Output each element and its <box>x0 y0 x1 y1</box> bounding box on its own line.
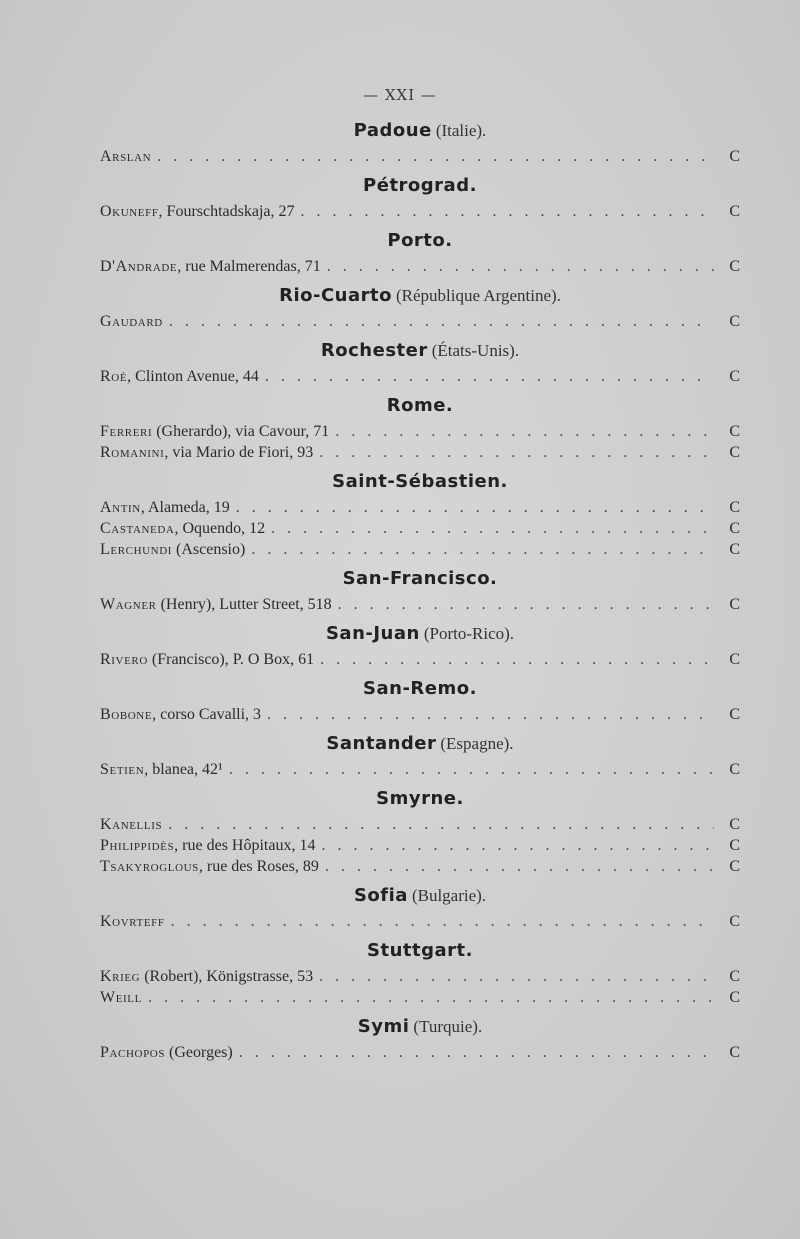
member-address: (Henry), Lutter Street, 518 <box>156 596 332 613</box>
member-code: C <box>729 858 740 875</box>
city-section <box>100 167 740 222</box>
directory-entry <box>100 987 740 1008</box>
city-name: Porto. <box>387 230 453 251</box>
member-name: Wagner <box>100 596 157 613</box>
dot-leader <box>168 814 714 835</box>
dot-leader <box>171 911 714 932</box>
city-heading <box>100 877 740 911</box>
city-name: Symi <box>357 1016 410 1037</box>
member-address: , Clinton Avenue, 44 <box>127 368 259 385</box>
member-code: C <box>729 837 740 854</box>
member-code: C <box>729 313 740 330</box>
city-section <box>100 877 740 932</box>
country-name: (États-Unis). <box>431 341 520 360</box>
city-heading <box>100 670 740 704</box>
member-name: Pachopos <box>100 1044 166 1061</box>
member-address: , Oquendo, 12 <box>174 520 266 537</box>
city-name: Pétrograd. <box>363 175 477 196</box>
directory-entry <box>100 704 740 725</box>
city-section <box>100 725 740 780</box>
city-heading <box>100 1008 740 1042</box>
city-section <box>100 387 740 463</box>
member-name: Ferreri <box>100 423 153 440</box>
member-address: , corso Cavalli, 3 <box>152 706 262 723</box>
city-section <box>100 463 740 560</box>
member-address: (Gherardo), via Cavour, 71 <box>152 423 330 440</box>
member-code: C <box>729 148 740 165</box>
member-code: C <box>729 203 740 220</box>
city-heading <box>100 277 740 311</box>
city-heading <box>100 112 740 146</box>
country-name: (Porto-Rico). <box>423 624 515 643</box>
member-address: (Georges) <box>165 1044 233 1061</box>
dot-leader <box>236 497 714 518</box>
city-name: Smyrne. <box>376 788 464 809</box>
directory-entry <box>100 311 740 332</box>
member-name: Weill <box>100 989 142 1006</box>
city-section <box>100 615 740 670</box>
member-code: C <box>729 444 740 461</box>
dot-leader <box>319 442 714 463</box>
directory-entry <box>100 911 740 932</box>
member-name: Rivero <box>100 651 148 668</box>
country-name: (République Argentine). <box>395 286 561 305</box>
city-heading <box>100 167 740 201</box>
member-code: C <box>729 761 740 778</box>
dot-leader <box>148 987 714 1008</box>
dot-leader <box>335 421 714 442</box>
city-name: Padoue <box>353 120 432 141</box>
city-name: San-Juan <box>325 623 420 644</box>
member-address: , Fourschtadskaja, 27 <box>158 203 295 220</box>
city-name: Sofia <box>353 885 408 906</box>
city-name: Saint-Sébastien. <box>332 471 508 492</box>
directory-entry <box>100 649 740 670</box>
city-name: Rochester <box>320 340 428 361</box>
city-name: Rome. <box>386 395 454 416</box>
dot-leader <box>338 594 714 615</box>
country-name: (Italie). <box>435 121 487 140</box>
directory-entry <box>100 856 740 877</box>
directory-entry <box>100 1042 740 1063</box>
dot-leader <box>169 311 714 332</box>
dot-leader <box>239 1042 714 1063</box>
directory-entry <box>100 146 740 167</box>
dot-leader <box>251 539 714 560</box>
dot-leader <box>229 759 714 780</box>
directory-entry <box>100 201 740 222</box>
city-name: Stuttgart. <box>367 940 473 961</box>
member-name: Bobone <box>100 706 153 723</box>
member-code: C <box>729 913 740 930</box>
member-address: (Francisco), P. O Box, 61 <box>147 651 315 668</box>
member-address: , Alameda, 19 <box>140 499 230 516</box>
directory-entry <box>100 256 740 277</box>
dot-leader <box>157 146 714 167</box>
member-code: C <box>729 258 740 275</box>
city-section <box>100 332 740 387</box>
dot-leader <box>320 649 714 670</box>
city-heading <box>100 222 740 256</box>
member-name: Antin <box>100 499 141 516</box>
city-heading <box>100 780 740 814</box>
dot-leader <box>271 518 714 539</box>
dot-leader <box>325 856 714 877</box>
city-heading <box>100 725 740 759</box>
member-name: Romanini <box>100 444 165 461</box>
member-name: Kanellis <box>100 816 163 833</box>
member-code: C <box>729 651 740 668</box>
city-heading <box>100 387 740 421</box>
directory-entry <box>100 366 740 387</box>
city-name: Rio-Cuarto <box>279 285 392 306</box>
dot-leader <box>265 366 714 387</box>
member-name: Arslan <box>100 148 152 165</box>
directory-entry <box>100 518 740 539</box>
directory-entry <box>100 835 740 856</box>
dot-leader <box>267 704 714 725</box>
country-name: (Espagne). <box>440 734 514 753</box>
city-heading <box>100 932 740 966</box>
member-code: C <box>729 989 740 1006</box>
member-name: Setien <box>100 761 145 778</box>
city-section <box>100 222 740 277</box>
member-code: C <box>729 968 740 985</box>
member-code: C <box>729 520 740 537</box>
member-address: , via Mario de Fiori, 93 <box>164 444 314 461</box>
directory-entry <box>100 497 740 518</box>
city-section <box>100 670 740 725</box>
city-name: Santander <box>326 733 437 754</box>
dot-leader <box>301 201 714 222</box>
city-heading <box>100 615 740 649</box>
city-section <box>100 112 740 167</box>
page-number: — XXI — <box>363 86 437 104</box>
city-name: San-Remo. <box>363 678 477 699</box>
member-name: Lerchundi <box>100 541 173 558</box>
directory-entry <box>100 442 740 463</box>
directory-entry <box>100 759 740 780</box>
directory-entry <box>100 539 740 560</box>
member-code: C <box>729 816 740 833</box>
city-heading <box>100 463 740 497</box>
member-address: , rue des Roses, 89 <box>198 858 319 875</box>
directory-listing <box>100 112 740 1063</box>
city-section <box>100 780 740 877</box>
city-heading <box>100 332 740 366</box>
member-code: C <box>729 368 740 385</box>
member-address: , rue Malmerendas, 71 <box>177 258 321 275</box>
member-code: C <box>729 596 740 613</box>
member-name: Philippidès <box>100 837 175 854</box>
directory-entry <box>100 421 740 442</box>
member-code: C <box>729 499 740 516</box>
city-name: San-Francisco. <box>342 568 498 589</box>
country-name: (Turquie). <box>413 1017 483 1036</box>
city-section <box>100 1008 740 1063</box>
member-name: Castaneda <box>100 520 175 537</box>
city-section <box>100 560 740 615</box>
dot-leader <box>327 256 714 277</box>
member-name: Gaudard <box>100 313 163 330</box>
member-address: (Robert), Königstrasse, 53 <box>140 968 314 985</box>
member-code: C <box>729 423 740 440</box>
member-address: , rue des Hôpitaux, 14 <box>174 837 316 854</box>
city-section <box>100 277 740 332</box>
member-address: (Ascensio) <box>172 541 246 558</box>
member-code: C <box>729 1044 740 1061</box>
member-name: Okuneff <box>100 203 159 220</box>
country-name: (Bulgarie). <box>411 886 487 905</box>
member-name: Kovrteff <box>100 913 165 930</box>
directory-entry <box>100 814 740 835</box>
member-code: C <box>729 541 740 558</box>
city-heading <box>100 560 740 594</box>
dot-leader <box>321 835 714 856</box>
dot-leader <box>319 966 714 987</box>
member-name: Roé <box>100 368 128 385</box>
city-section <box>100 932 740 1008</box>
member-name: Tsakyroglous <box>100 858 199 875</box>
member-address: , blanea, 42¹ <box>144 761 223 778</box>
directory-entry <box>100 594 740 615</box>
directory-entry <box>100 966 740 987</box>
member-code: C <box>729 706 740 723</box>
member-name: Krieg <box>100 968 141 985</box>
member-name: D'Andrade <box>100 258 178 275</box>
